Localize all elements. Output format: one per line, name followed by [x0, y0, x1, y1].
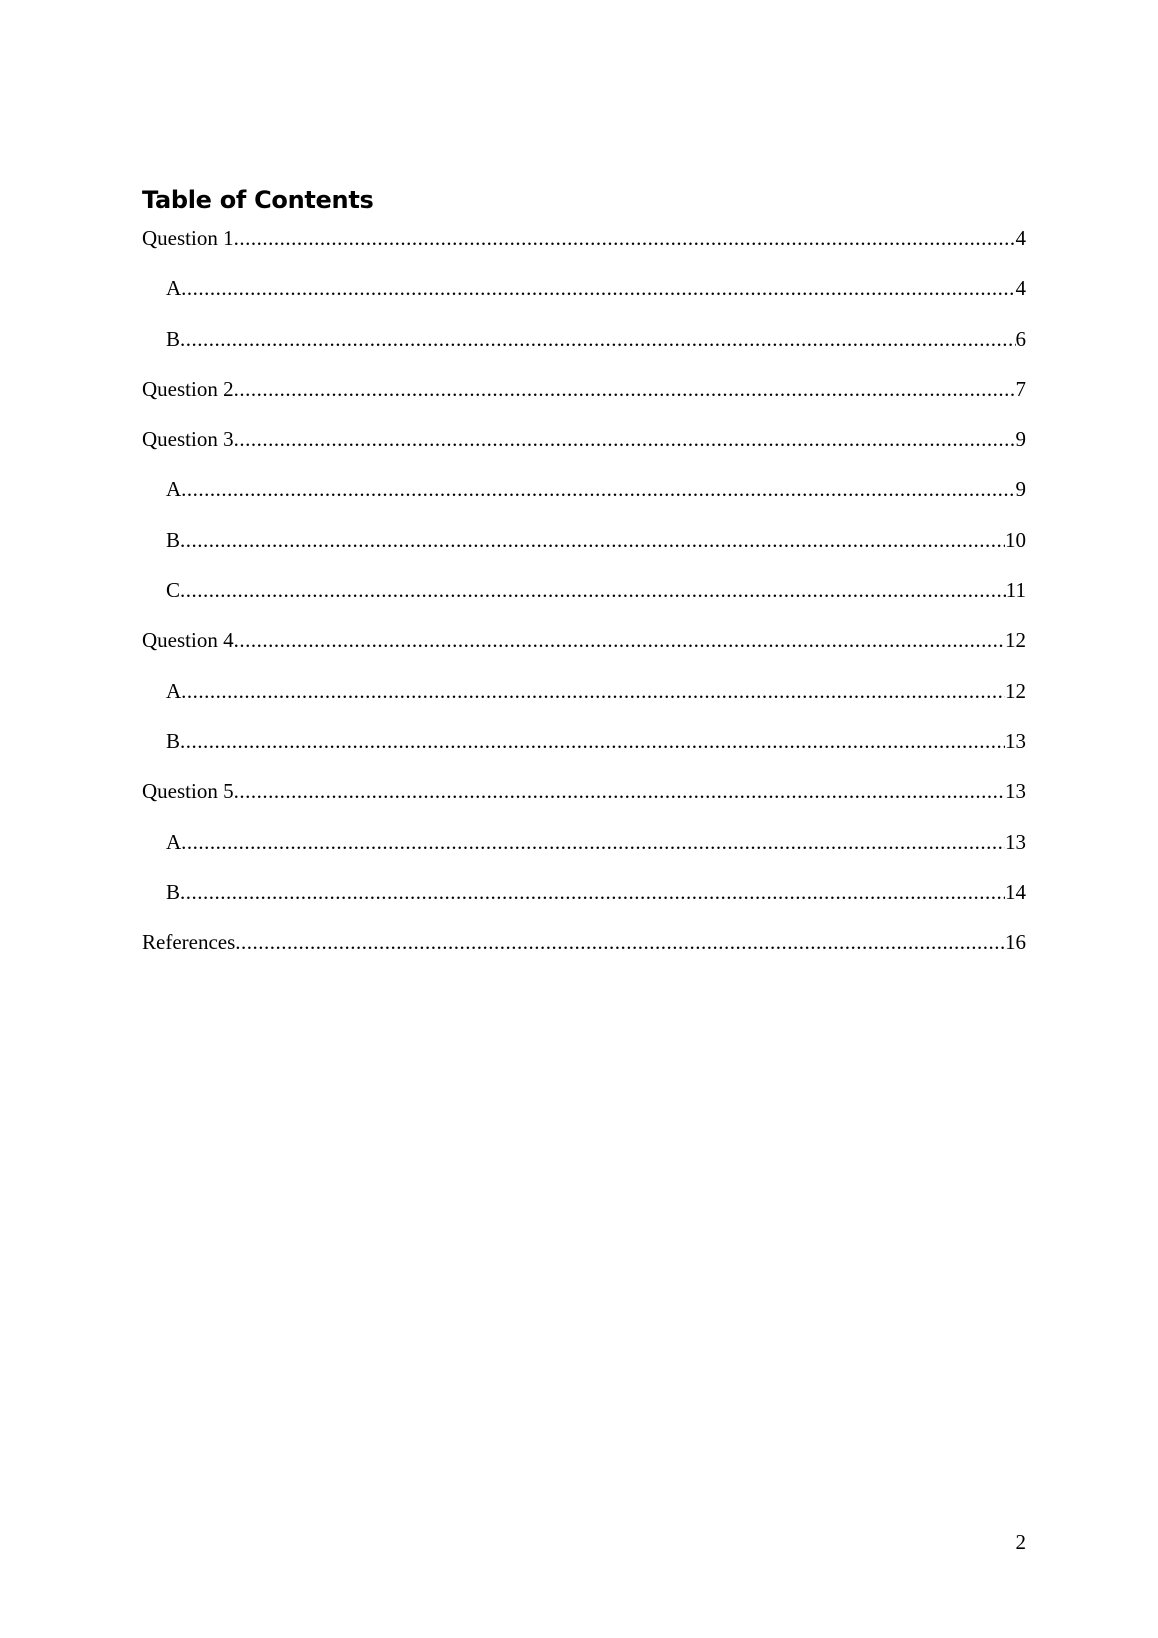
toc-entry-label: A	[166, 678, 182, 703]
toc-entry-page: 14	[1005, 879, 1026, 904]
toc-dot-leader	[180, 578, 1006, 603]
toc-entry-page: 9	[1015, 427, 1026, 452]
toc-entry[interactable]	[142, 729, 1026, 779]
toc-entry[interactable]	[142, 226, 1026, 276]
toc-entry-label: B	[166, 728, 181, 753]
toc-entry[interactable]	[142, 830, 1026, 880]
toc-entry[interactable]	[142, 276, 1026, 326]
toc-dot-leader	[180, 327, 1015, 352]
toc-entry-page: 16	[1005, 930, 1026, 955]
toc-dot-leader	[234, 628, 1005, 653]
toc-entry[interactable]	[142, 327, 1026, 377]
toc-entry-page: 6	[1015, 326, 1026, 351]
toc-list	[142, 226, 1026, 980]
toc-entry-label: Question 5	[142, 779, 234, 804]
toc-entry-label: C	[166, 578, 181, 603]
toc-entry-label: B	[166, 527, 181, 552]
toc-dot-leader	[181, 477, 1015, 502]
toc-dot-leader	[181, 679, 1005, 704]
toc-entry[interactable]	[142, 477, 1026, 527]
toc-dot-leader	[234, 377, 1016, 402]
toc-entry-label: Question 3	[142, 427, 234, 452]
toc-dot-leader	[234, 427, 1016, 452]
toc-entry-page: 4	[1015, 276, 1026, 301]
toc-entry-page: 11	[1005, 578, 1026, 603]
toc-entry-page: 13	[1005, 829, 1026, 854]
toc-entry[interactable]	[142, 528, 1026, 578]
toc-entry-page: 9	[1015, 477, 1026, 502]
toc-dot-leader	[180, 880, 1005, 905]
toc-dot-leader	[181, 830, 1005, 855]
toc-entry-page: 10	[1005, 527, 1026, 552]
toc-entry-page: 12	[1005, 628, 1026, 653]
toc-entry-label: B	[166, 879, 181, 904]
toc-dot-leader	[234, 226, 1016, 251]
toc-entry-page: 13	[1005, 779, 1026, 804]
toc-entry-label: Question 2	[142, 376, 234, 401]
toc-entry-label: Question 1	[142, 226, 234, 250]
toc-entry[interactable]	[142, 578, 1026, 628]
toc-dot-leader	[235, 930, 1005, 955]
toc-entry-page: 12	[1005, 678, 1026, 703]
toc-entry-label: Question 4	[142, 628, 234, 653]
toc-entry[interactable]	[142, 628, 1026, 678]
toc-entry-label: B	[166, 326, 181, 351]
toc-entry[interactable]	[142, 930, 1026, 980]
toc-entry[interactable]	[142, 427, 1026, 477]
toc-entry-label: A	[166, 477, 182, 502]
toc-entry-page: 4	[1015, 226, 1026, 250]
toc-dot-leader	[180, 528, 1005, 553]
toc-entry-label: A	[166, 829, 182, 854]
toc-entry-label: A	[166, 276, 182, 301]
toc-entry-page: 7	[1015, 376, 1026, 401]
toc-entry-label: References	[142, 930, 236, 955]
toc-entry-page: 13	[1005, 728, 1026, 753]
toc-dot-leader	[234, 779, 1005, 804]
toc-entry[interactable]	[142, 679, 1026, 729]
toc-entry[interactable]	[142, 377, 1026, 427]
toc-dot-leader	[181, 276, 1015, 301]
toc-dot-leader	[180, 729, 1005, 754]
toc-heading: Table of Contents	[142, 186, 374, 214]
toc-entry[interactable]	[142, 880, 1026, 930]
toc-entry[interactable]	[142, 779, 1026, 829]
page-number: 2	[1015, 1530, 1026, 1554]
